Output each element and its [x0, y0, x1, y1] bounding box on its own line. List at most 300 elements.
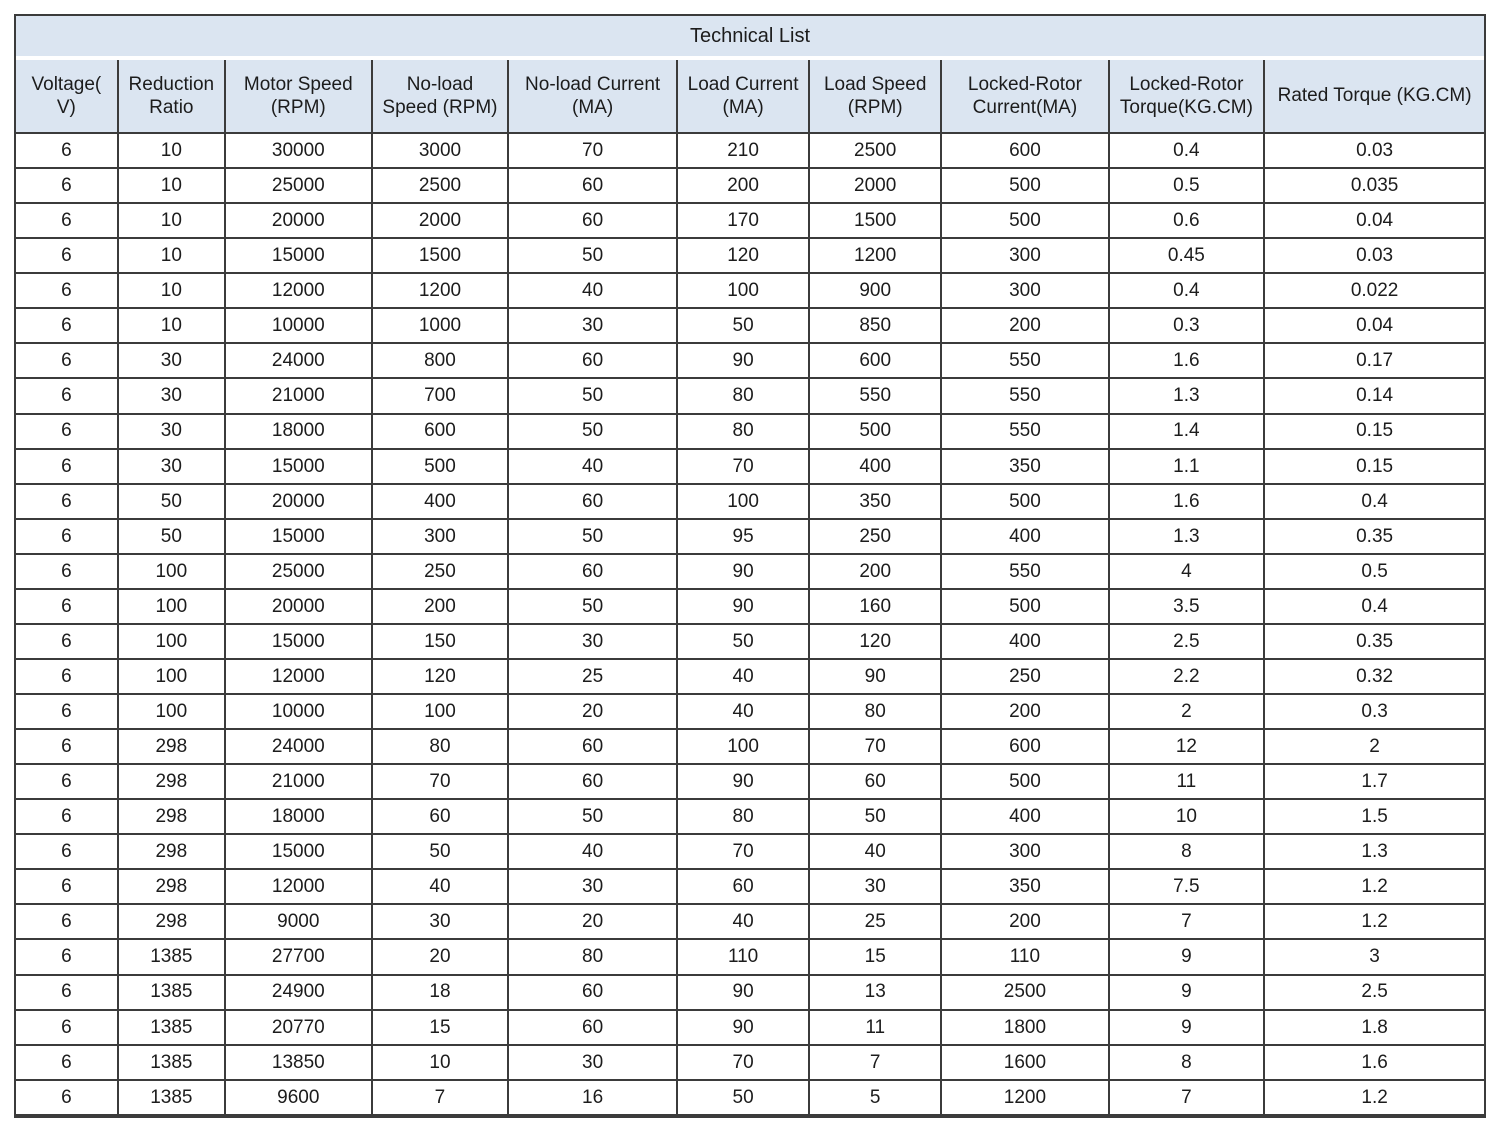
table-cell: 6: [16, 800, 119, 835]
technical-list-table: [14, 14, 1486, 1118]
table-cell: 30: [119, 450, 226, 485]
table-cell: 80: [810, 695, 942, 730]
table-cell: 0.35: [1265, 625, 1484, 660]
table-cell: 60: [509, 169, 678, 204]
table-cell: 500: [942, 169, 1109, 204]
table-cell: 1.2: [1265, 870, 1484, 905]
table-cell: 1.4: [1110, 415, 1266, 450]
table-cell: 4: [1110, 555, 1266, 590]
table-cell: 80: [509, 940, 678, 975]
table-row: [16, 1011, 1484, 1046]
table-cell: 9600: [226, 1081, 373, 1116]
table-cell: 25: [810, 905, 942, 940]
table-cell: 0.5: [1265, 555, 1484, 590]
table-cell: 298: [119, 905, 226, 940]
table-cell: 300: [942, 239, 1109, 274]
table-cell: 250: [373, 555, 510, 590]
table-cell: 30000: [226, 134, 373, 169]
table-cell: 15: [810, 940, 942, 975]
table-cell: 40: [678, 905, 810, 940]
table-cell: 1.1: [1110, 450, 1266, 485]
table-cell: 0.3: [1110, 309, 1266, 344]
table-cell: 24000: [226, 344, 373, 379]
table-cell: 20: [509, 695, 678, 730]
table-cell: 800: [373, 344, 510, 379]
table-cell: 25000: [226, 555, 373, 590]
table-cell: 2500: [810, 134, 942, 169]
table-cell: 1.3: [1110, 520, 1266, 555]
table-row: [16, 695, 1484, 730]
table-cell: 15000: [226, 450, 373, 485]
table-cell: 11: [810, 1011, 942, 1046]
table-cell: 1000: [373, 309, 510, 344]
table-cell: 3.5: [1110, 590, 1266, 625]
table-cell: 550: [942, 555, 1109, 590]
table-cell: 100: [678, 274, 810, 309]
table-cell: 40: [509, 274, 678, 309]
table-cell: 50: [509, 239, 678, 274]
table-cell: 1385: [119, 1046, 226, 1081]
table-cell: 3: [1265, 940, 1484, 975]
table-row: [16, 450, 1484, 485]
table-cell: 6: [16, 344, 119, 379]
table-cell: 90: [678, 1011, 810, 1046]
table-cell: 6: [16, 1081, 119, 1116]
column-header: Rated Torque (KG.CM): [1265, 60, 1484, 134]
table-cell: 2.5: [1110, 625, 1266, 660]
table-cell: 0.5: [1110, 169, 1266, 204]
table-cell: 15000: [226, 835, 373, 870]
table-cell: 6: [16, 870, 119, 905]
table-cell: 1.3: [1110, 379, 1266, 414]
table-body: [16, 134, 1484, 1116]
table-cell: 600: [942, 730, 1109, 765]
table-cell: 0.4: [1265, 485, 1484, 520]
table-cell: 6: [16, 415, 119, 450]
table-cell: 0.17: [1265, 344, 1484, 379]
table-cell: 110: [678, 940, 810, 975]
table-row: [16, 485, 1484, 520]
table-cell: 1.3: [1265, 835, 1484, 870]
table-cell: 80: [678, 379, 810, 414]
table-cell: 2: [1110, 695, 1266, 730]
table-cell: 27700: [226, 940, 373, 975]
table-cell: 21000: [226, 765, 373, 800]
table-cell: 0.14: [1265, 379, 1484, 414]
table-cell: 6: [16, 274, 119, 309]
table-cell: 1500: [373, 239, 510, 274]
table-row: [16, 415, 1484, 450]
table-cell: 90: [678, 590, 810, 625]
table-row: [16, 344, 1484, 379]
table-title: Technical List: [16, 16, 1484, 60]
table-cell: 90: [678, 555, 810, 590]
table-cell: 0.04: [1265, 309, 1484, 344]
table-cell: 50: [678, 309, 810, 344]
table-cell: 6: [16, 940, 119, 975]
table-title-row: [16, 16, 1484, 60]
column-header: No-load Current (MA): [509, 60, 678, 134]
table-cell: 10: [119, 169, 226, 204]
table-cell: 30: [509, 309, 678, 344]
table-cell: 9: [1110, 976, 1266, 1011]
table-cell: 9: [1110, 940, 1266, 975]
table-cell: 250: [942, 660, 1109, 695]
table-cell: 120: [810, 625, 942, 660]
table-cell: 500: [942, 204, 1109, 239]
table-cell: 200: [678, 169, 810, 204]
table-cell: 6: [16, 625, 119, 660]
table-cell: 40: [373, 870, 510, 905]
table-cell: 6: [16, 590, 119, 625]
table-cell: 100: [678, 730, 810, 765]
table-cell: 7: [810, 1046, 942, 1081]
table-cell: 8: [1110, 835, 1266, 870]
table-cell: 250: [810, 520, 942, 555]
table-cell: 30: [119, 415, 226, 450]
table-cell: 200: [942, 309, 1109, 344]
table-cell: 100: [119, 695, 226, 730]
table-cell: 10: [119, 204, 226, 239]
table-cell: 160: [810, 590, 942, 625]
table-cell: 5: [810, 1081, 942, 1116]
table-cell: 210: [678, 134, 810, 169]
table-cell: 500: [810, 415, 942, 450]
table-cell: 12000: [226, 274, 373, 309]
table-cell: 0.3: [1265, 695, 1484, 730]
table-cell: 80: [373, 730, 510, 765]
table-cell: 60: [509, 344, 678, 379]
table-cell: 24900: [226, 976, 373, 1011]
column-header: Load Speed (RPM): [810, 60, 942, 134]
table-cell: 40: [509, 835, 678, 870]
table-cell: 30: [509, 1046, 678, 1081]
table-row: [16, 134, 1484, 169]
table-row: [16, 1081, 1484, 1116]
table-cell: 80: [678, 800, 810, 835]
table-cell: 300: [942, 274, 1109, 309]
table-cell: 550: [942, 415, 1109, 450]
table-cell: 20: [509, 905, 678, 940]
table-cell: 2.2: [1110, 660, 1266, 695]
table-cell: 100: [678, 485, 810, 520]
table-cell: 6: [16, 835, 119, 870]
table-cell: 350: [942, 450, 1109, 485]
table-cell: 0.4: [1265, 590, 1484, 625]
table-cell: 13850: [226, 1046, 373, 1081]
table-cell: 550: [810, 379, 942, 414]
table-row: [16, 800, 1484, 835]
table-cell: 500: [942, 765, 1109, 800]
table-cell: 0.03: [1265, 134, 1484, 169]
table-row: [16, 520, 1484, 555]
table-cell: 500: [942, 590, 1109, 625]
table-cell: 150: [373, 625, 510, 660]
table-cell: 10: [373, 1046, 510, 1081]
table-cell: 9: [1110, 1011, 1266, 1046]
table-cell: 10: [119, 239, 226, 274]
table-cell: 70: [810, 730, 942, 765]
table-cell: 15000: [226, 239, 373, 274]
table-cell: 60: [509, 204, 678, 239]
table-cell: 40: [678, 695, 810, 730]
table-cell: 10: [1110, 800, 1266, 835]
table-cell: 60: [509, 555, 678, 590]
table-cell: 900: [810, 274, 942, 309]
table-cell: 50: [509, 379, 678, 414]
table-cell: 90: [678, 344, 810, 379]
table-cell: 1500: [810, 204, 942, 239]
table-cell: 20: [373, 940, 510, 975]
table-cell: 50: [119, 520, 226, 555]
table-cell: 30: [119, 379, 226, 414]
table-cell: 18: [373, 976, 510, 1011]
column-header: Reduction Ratio: [119, 60, 226, 134]
table-cell: 6: [16, 309, 119, 344]
table-cell: 298: [119, 800, 226, 835]
table-cell: 6: [16, 1011, 119, 1046]
table-cell: 0.15: [1265, 415, 1484, 450]
table-cell: 20000: [226, 485, 373, 520]
table-cell: 7: [1110, 905, 1266, 940]
table-cell: 1385: [119, 1081, 226, 1116]
table-cell: 7: [373, 1081, 510, 1116]
table-cell: 7.5: [1110, 870, 1266, 905]
table-cell: 13: [810, 976, 942, 1011]
table-cell: 40: [678, 660, 810, 695]
table-cell: 6: [16, 204, 119, 239]
table-cell: 0.4: [1110, 134, 1266, 169]
table-cell: 50: [373, 835, 510, 870]
table-row: [16, 625, 1484, 660]
table-cell: 300: [942, 835, 1109, 870]
table-cell: 550: [942, 344, 1109, 379]
table-cell: 1600: [942, 1046, 1109, 1081]
table-cell: 6: [16, 765, 119, 800]
table-cell: 10: [119, 309, 226, 344]
table-cell: 400: [373, 485, 510, 520]
table-cell: 60: [509, 976, 678, 1011]
table-cell: 2500: [373, 169, 510, 204]
table-cell: 600: [810, 344, 942, 379]
table-cell: 400: [810, 450, 942, 485]
table-cell: 1.7: [1265, 765, 1484, 800]
table-row: [16, 660, 1484, 695]
table-cell: 9000: [226, 905, 373, 940]
table-cell: 50: [678, 1081, 810, 1116]
column-header: Locked-Rotor Current(MA): [942, 60, 1109, 134]
table-cell: 0.6: [1110, 204, 1266, 239]
table-cell: 110: [942, 940, 1109, 975]
table-cell: 0.35: [1265, 520, 1484, 555]
table-cell: 21000: [226, 379, 373, 414]
table-cell: 500: [942, 485, 1109, 520]
table-cell: 1.2: [1265, 905, 1484, 940]
table-cell: 15000: [226, 625, 373, 660]
table-cell: 0.45: [1110, 239, 1266, 274]
table-cell: 600: [942, 134, 1109, 169]
table-cell: 70: [509, 134, 678, 169]
table-row: [16, 870, 1484, 905]
table-row: [16, 590, 1484, 625]
table-cell: 70: [373, 765, 510, 800]
table-cell: 90: [678, 976, 810, 1011]
table-cell: 500: [373, 450, 510, 485]
table-cell: 10000: [226, 695, 373, 730]
table-cell: 0.15: [1265, 450, 1484, 485]
table-header-row: [16, 60, 1484, 134]
table-cell: 298: [119, 765, 226, 800]
table-cell: 298: [119, 835, 226, 870]
table-cell: 298: [119, 730, 226, 765]
table-cell: 60: [509, 765, 678, 800]
table-cell: 12000: [226, 870, 373, 905]
table-cell: 0.4: [1110, 274, 1266, 309]
table-cell: 1.6: [1110, 344, 1266, 379]
table-cell: 6: [16, 379, 119, 414]
table-cell: 1385: [119, 1011, 226, 1046]
table-cell: 60: [373, 800, 510, 835]
table-cell: 30: [509, 625, 678, 660]
table-cell: 30: [810, 870, 942, 905]
table-cell: 90: [678, 765, 810, 800]
table-cell: 6: [16, 976, 119, 1011]
table-cell: 6: [16, 239, 119, 274]
table-row: [16, 309, 1484, 344]
table-cell: 6: [16, 450, 119, 485]
table-cell: 1200: [373, 274, 510, 309]
table-cell: 70: [678, 450, 810, 485]
table-cell: 550: [942, 379, 1109, 414]
table-cell: 15000: [226, 520, 373, 555]
table-cell: 6: [16, 134, 119, 169]
table-cell: 60: [810, 765, 942, 800]
table-cell: 700: [373, 379, 510, 414]
table-cell: 0.03: [1265, 239, 1484, 274]
table-cell: 10: [119, 134, 226, 169]
table-cell: 2000: [373, 204, 510, 239]
table-cell: 50: [509, 415, 678, 450]
table-row: [16, 905, 1484, 940]
table-cell: 8: [1110, 1046, 1266, 1081]
table-cell: 100: [119, 625, 226, 660]
table-cell: 350: [810, 485, 942, 520]
table-cell: 50: [119, 485, 226, 520]
table-row: [16, 1046, 1484, 1081]
table-cell: 70: [678, 1046, 810, 1081]
table-cell: 6: [16, 905, 119, 940]
table-cell: 200: [810, 555, 942, 590]
table-cell: 6: [16, 485, 119, 520]
table-cell: 60: [509, 730, 678, 765]
table-cell: 15: [373, 1011, 510, 1046]
table-cell: 350: [942, 870, 1109, 905]
table-row: [16, 976, 1484, 1011]
table-cell: 100: [119, 660, 226, 695]
table-cell: 25: [509, 660, 678, 695]
table-cell: 30: [373, 905, 510, 940]
table-cell: 6: [16, 555, 119, 590]
column-header: Load Current (MA): [678, 60, 810, 134]
table-cell: 0.022: [1265, 274, 1484, 309]
table-row: [16, 555, 1484, 590]
table-cell: 6: [16, 169, 119, 204]
table-cell: 50: [509, 800, 678, 835]
table-cell: 16: [509, 1081, 678, 1116]
table-cell: 60: [509, 485, 678, 520]
table-cell: 12: [1110, 730, 1266, 765]
table-cell: 18000: [226, 415, 373, 450]
table-row: [16, 274, 1484, 309]
table-cell: 0.035: [1265, 169, 1484, 204]
table-cell: 170: [678, 204, 810, 239]
column-header: No-load Speed (RPM): [373, 60, 510, 134]
table-cell: 30: [119, 344, 226, 379]
table-cell: 1.8: [1265, 1011, 1484, 1046]
table-cell: 120: [678, 239, 810, 274]
table-cell: 2: [1265, 730, 1484, 765]
table-cell: 25000: [226, 169, 373, 204]
table-cell: 1.5: [1265, 800, 1484, 835]
table-cell: 30: [509, 870, 678, 905]
table-cell: 200: [373, 590, 510, 625]
table-cell: 3000: [373, 134, 510, 169]
table-cell: 40: [810, 835, 942, 870]
table-row: [16, 239, 1484, 274]
table-cell: 1200: [810, 239, 942, 274]
table-row: [16, 730, 1484, 765]
table-cell: 2.5: [1265, 976, 1484, 1011]
table-cell: 400: [942, 625, 1109, 660]
table-cell: 50: [810, 800, 942, 835]
table-cell: 60: [509, 1011, 678, 1046]
table-cell: 80: [678, 415, 810, 450]
table-row: [16, 940, 1484, 975]
table-cell: 50: [509, 590, 678, 625]
table-row: [16, 835, 1484, 870]
table-cell: 20000: [226, 204, 373, 239]
table-cell: 100: [119, 590, 226, 625]
table-row: [16, 204, 1484, 239]
table-cell: 1800: [942, 1011, 1109, 1046]
table-cell: 12000: [226, 660, 373, 695]
column-header: Voltage( V): [16, 60, 119, 134]
table-cell: 400: [942, 520, 1109, 555]
table-cell: 200: [942, 905, 1109, 940]
table-cell: 70: [678, 835, 810, 870]
table-cell: 20770: [226, 1011, 373, 1046]
table-cell: 0.04: [1265, 204, 1484, 239]
table-cell: 1.6: [1265, 1046, 1484, 1081]
table-cell: 850: [810, 309, 942, 344]
table-cell: 11: [1110, 765, 1266, 800]
table-cell: 600: [373, 415, 510, 450]
table-cell: 6: [16, 1046, 119, 1081]
table-cell: 60: [678, 870, 810, 905]
table-cell: 200: [942, 695, 1109, 730]
table-row: [16, 169, 1484, 204]
column-header: Motor Speed (RPM): [226, 60, 373, 134]
table-row: [16, 379, 1484, 414]
table-cell: 6: [16, 660, 119, 695]
table-cell: 2500: [942, 976, 1109, 1011]
table-cell: 300: [373, 520, 510, 555]
table-cell: 95: [678, 520, 810, 555]
table-cell: 100: [373, 695, 510, 730]
table-cell: 50: [509, 520, 678, 555]
table-cell: 120: [373, 660, 510, 695]
table-cell: 40: [509, 450, 678, 485]
